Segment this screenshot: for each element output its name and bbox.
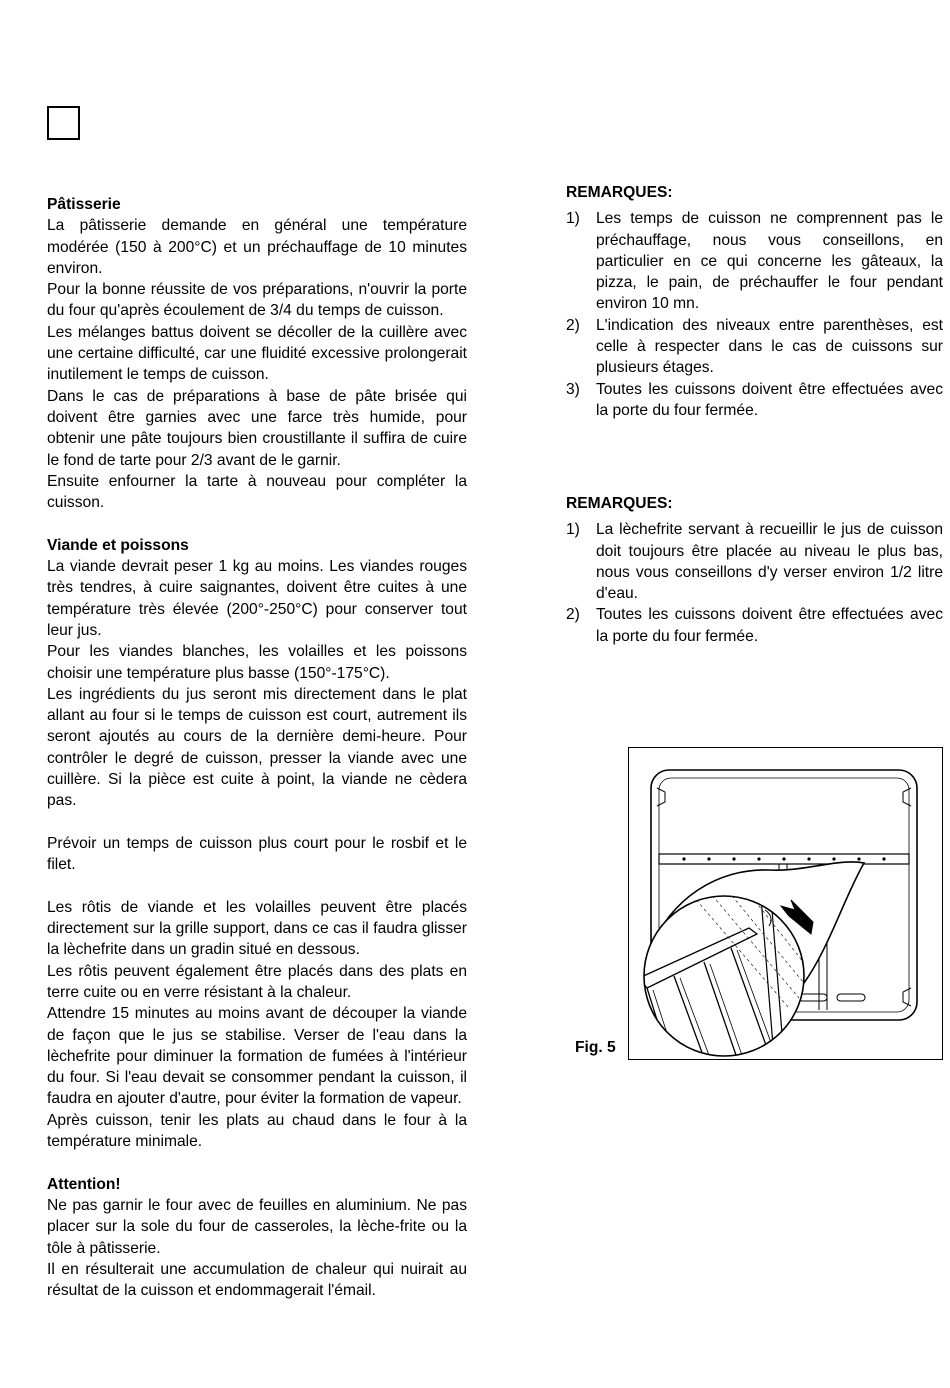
remarques-title: REMARQUES: <box>566 184 673 201</box>
paragraph: Pour la bonne réussite de vos préparations, n'ouvrir la porte du four qu'après écoulement de 3/4 du temps de cuisson. <box>47 281 467 320</box>
remarque-item: 1) Les temps de cuisson ne comprennent pas le préchauffage, nous vous conseillons, en particulier en ce qui concerne les gâteaux, la pizza, le pain, de préchauffer le four pendant environ 10 mn. <box>566 210 943 313</box>
remarques-title: REMARQUES: <box>566 495 673 512</box>
remarques-block-2 <box>566 493 943 647</box>
figure-label: Fig. 5 <box>575 1039 616 1056</box>
remarque-item: 2) L'indication des niveaux entre parenthèses, est celle à respecter dans le cas de cuissons sur plusieurs étages. <box>566 316 943 377</box>
paragraph: Ensuite enfourner la tarte à nouveau pour compléter la cuisson. <box>47 472 467 512</box>
remarque-item: 2) Toutes les cuissons doivent être effectuées avec la porte du four fermée. <box>566 606 943 645</box>
paragraph: Les mélanges battus doivent se décoller de la cuillère avec une certaine difficulté, car une fluidité excessive prolongerait inutilement le temps de cuisson. <box>47 323 467 384</box>
language-marker-box <box>47 106 80 140</box>
remarque-item: 3) Toutes les cuissons doivent être effectuées avec la porte du four fermée. <box>566 380 943 419</box>
paragraph: Ne pas garnir le four avec de feuilles en aluminium. Ne pas placer sur la sole du four de casseroles, la lèche-frite ou la tôle à pâtisserie. <box>47 1196 467 1257</box>
left-column <box>47 194 467 1301</box>
section-title-viande: Viande et poissons <box>47 536 189 554</box>
paragraph: Les rôtis peuvent également être placés dans des plats en terre cuite ou en verre résistant à la chaleur. <box>47 962 467 1001</box>
paragraph: Il en résulterait une accumulation de chaleur qui nuirait au résultat de la cuisson et endommagerait l'émail. <box>47 1260 467 1300</box>
paragraph: Pour les viandes blanches, les volailles et les poissons choisir une température plus basse (150°-175°C). <box>47 643 467 682</box>
remarque-item: 1) La lèchefrite servant à recueillir le jus de cuisson doit toujours être placée au niveau le plus bas, nous vous conseillons d'y verser environ 1/2 litre d'eau. <box>566 521 943 603</box>
paragraph: Prévoir un temps de cuisson plus court pour le rosbif et le filet. <box>47 834 467 874</box>
oven-illustration <box>628 747 943 1060</box>
oven-drawing <box>629 748 941 1058</box>
paragraph: La pâtisserie demande en général une température modérée (150 à 200°C) et un préchauffage de 10 minutes environ. <box>47 217 467 277</box>
paragraph: Les ingrédients du jus seront mis directement dans le plat allant au four si le temps de cuisson est court, autrement ils seront ajoutés au cours de la dernière demi-heure. Pour contrôler le degré de cuisson, presser la viande avec une cuillère. Si la pièce est cuite à point, la viande ne cèdera pas. <box>47 685 467 810</box>
paragraph: La viande devrait peser 1 kg au moins. Les viandes rouges très tendres, à cuire saignantes, doivent être cuites à une température très élevée (200°-250°C) pour conserver tout leur jus. <box>47 558 467 639</box>
remarques-block-1 <box>566 182 943 421</box>
paragraph: Après cuisson, tenir les plats au chaud dans le four à la température minimale. <box>47 1111 467 1151</box>
paragraph: Dans le cas de préparations à base de pâte brisée qui doivent être garnies avec une farce très humide, pour obtenir une pâte toujours bien croustillante il suffira de cuire le fond de tarte pour 2/3 avant de le garnir. <box>47 387 467 469</box>
section-title-attention: Attention! <box>47 1175 121 1193</box>
section-title-patisserie: Pâtisserie <box>47 196 121 213</box>
paragraph: Attendre 15 minutes au moins avant de découper la viande de façon que le jus se stabilise. Verser de l'eau dans la lèchefrite pour diminuer la formation de fumées à l'intérieur du four. Si l'eau devait se consommer pendant la cuisson, il faudra en ajouter d'autre, pour éviter la formation de vapeur. <box>47 1005 467 1108</box>
paragraph: Les rôtis de viande et les volailles peuvent être placés directement sur la grille support, dans ce cas il faudra glisser la lèchefrite dans un gradin situé en dessous. <box>47 898 467 959</box>
